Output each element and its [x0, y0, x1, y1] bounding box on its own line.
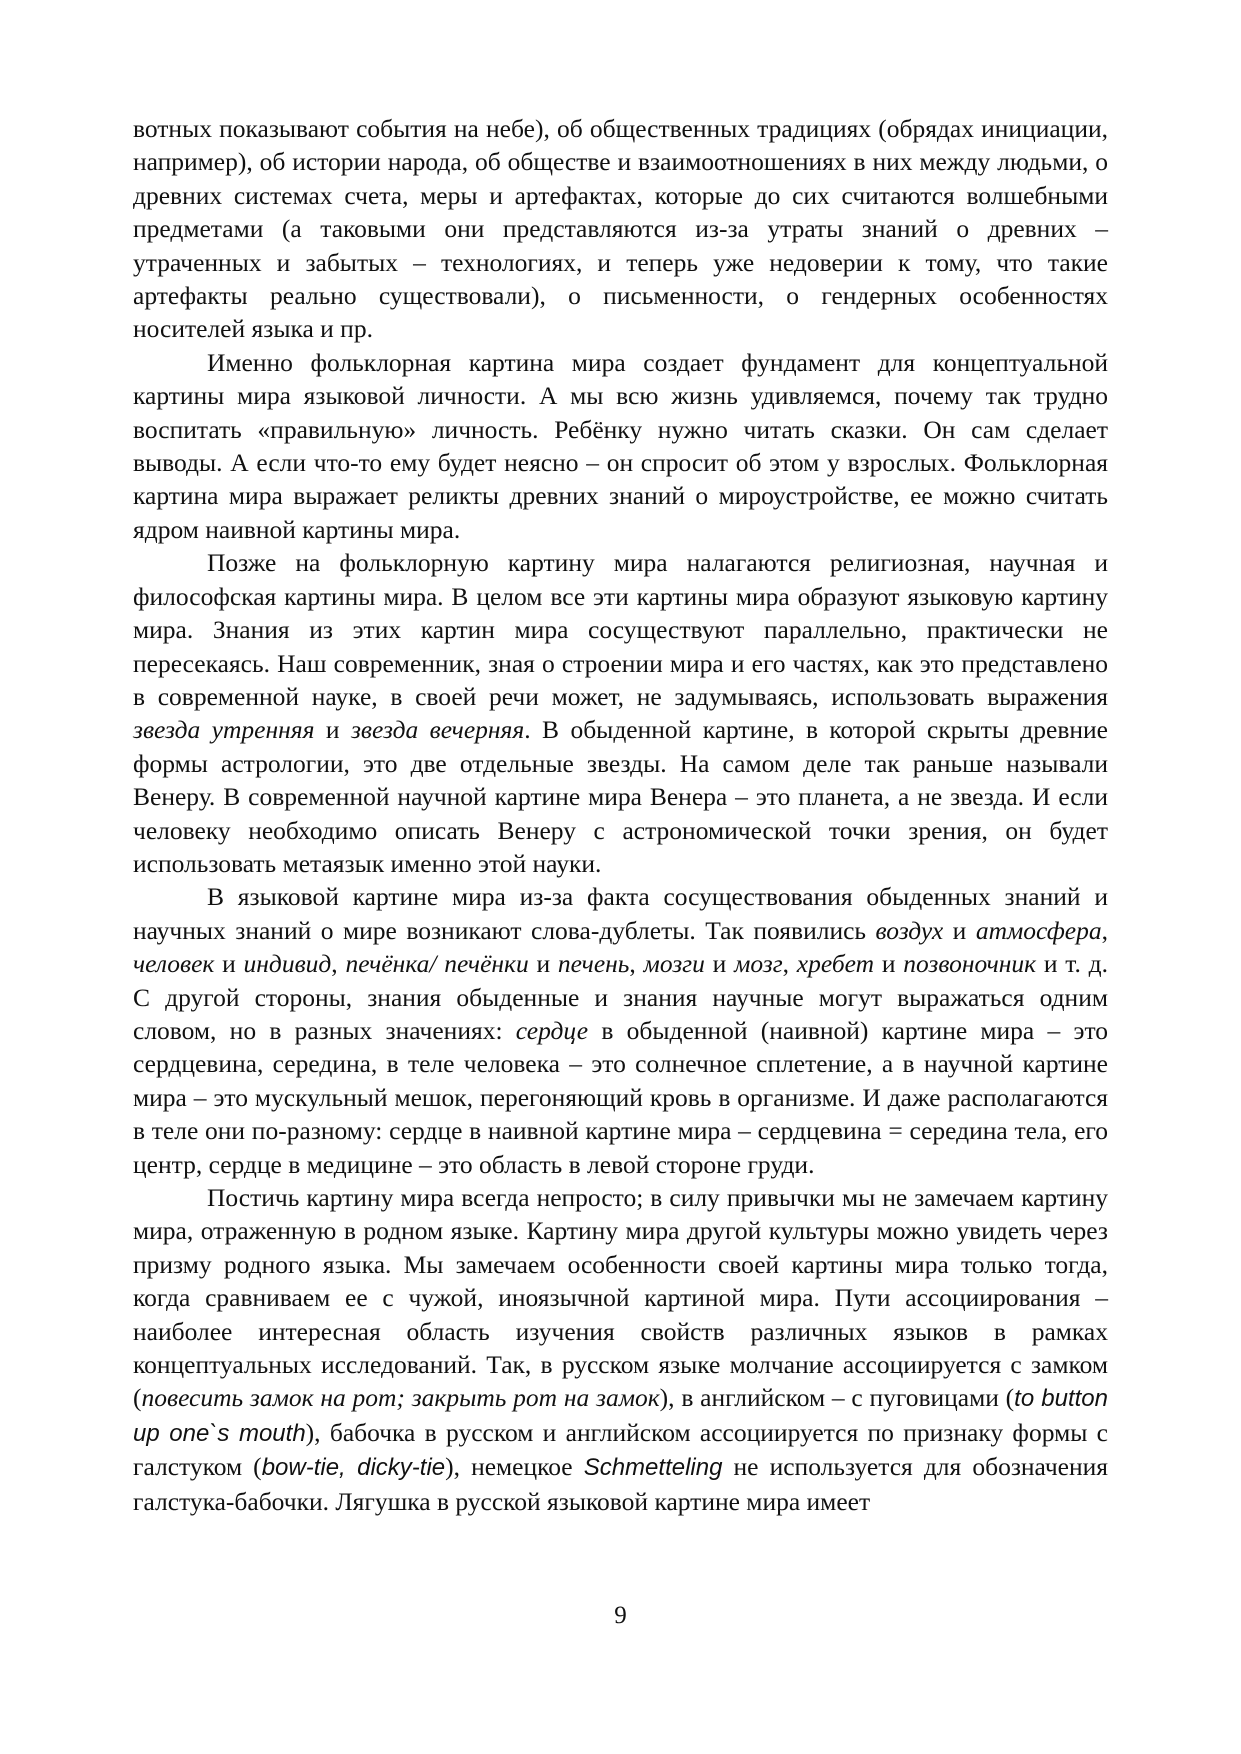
italic-term: мозги — [643, 949, 705, 979]
paragraph-1 — [133, 112, 1108, 346]
text-run: , — [331, 949, 346, 979]
italic-term: печень — [557, 949, 630, 979]
text-run: ), в английском – с пуговицами ( — [659, 1383, 1015, 1413]
italic-term: человек — [133, 949, 215, 979]
italic-term: звезда вечерняя — [350, 715, 525, 745]
text-run: вотных показывают события на небе), об общественных традициях (обрядах инициации, например), об истории народа, об обществе и взаимоотношениях в них между людьми, о древних системах счета, меры и артефактах, которые до сих считаются волшебными предметами (а таковыми они представляются из-за утраты знаний о древних – утраченных и забытых – технологиях, и теперь уже недоверии к тому, что такие артефакты реально существовали), о письменности, о гендерных особенностях носителей языка и пр. — [133, 114, 1108, 344]
text-run: и — [704, 949, 735, 979]
italic-term: хребет — [796, 949, 875, 979]
italic-term: bow-tie, dicky-tie — [261, 1454, 446, 1482]
text-run: и т. д. С другой стороны, знания обыденные и знания научные могут выражаться одним словом, но в разных значениях: — [133, 949, 1108, 1045]
italic-term: атмосфера — [975, 915, 1102, 945]
italic-term: печёнка/ печёнки — [345, 949, 529, 979]
italic-term: позвоночник — [903, 949, 1037, 979]
text-run: , — [1101, 915, 1108, 945]
text-run: Именно фольклорная картина мира создает фундамент для концептуальной картины мира языковой личности. А мы всю жизнь удивляемся, почему так трудно воспитать «правильную» личность. Ребёнку нужно читать сказки. Он сам сделает выводы. А если что-то ему будет неясно – он спросит об этом у взрослых. Фольклорная картина мира выражает реликты древних знаний о мироустройстве, ее можно считать ядром наивной картины мира. — [133, 347, 1108, 544]
text-run: ), немецкое — [445, 1452, 584, 1482]
italic-term: сердце — [515, 1015, 589, 1045]
italic-term: мозг — [734, 949, 783, 979]
paragraph-4 — [133, 880, 1108, 1181]
text-run: . В обыденной картине, в которой скрыты древние формы астрологии, это две отдельные звезды. На самом деле так раньше называли Венеру. В современной научной картине мира Венера – это планета, а не звезда. И если человеку необходимо описать Венеру с астрономической точки зрения, он будет использовать метаязык именно этой науки. — [133, 715, 1108, 878]
text-run: не используется для обозначения галстука-бабочки. Лягушка в русской языковой картине мира имеет — [133, 1452, 1108, 1516]
text-run: , — [782, 949, 797, 979]
italic-term: Schmetteling — [583, 1454, 723, 1482]
italic-term: повесить замок на рот; закрыть рот на замок — [141, 1383, 660, 1413]
text-run: Постичь картину мира всегда непросто; в силу привычки мы не замечаем картину мира, отраженную в родном языке. Картину мира другой культуры можно увидеть через призму родного языка. Мы замечаем особенности своей картины мира только тогда, когда сравниваем ее с чужой, иноязычной картиной мира. Пути ассоциирования – наиболее интересная область изучения свойств различных языков в рамках концептуальных исследований. Так, в русском языке молчание ассоциируется с замком ( — [133, 1183, 1108, 1413]
text-run: , — [629, 949, 644, 979]
page-body — [133, 112, 1108, 1518]
paragraph-3 — [133, 546, 1108, 880]
italic-term: to button up one`s mouth — [133, 1385, 1108, 1447]
text-run: В языковой картине мира из-за факта сосуществования обыденных знаний и научных знаний о мире возникают слова-дублеты. Так появились — [133, 882, 1108, 945]
text-run: и — [214, 949, 244, 979]
page-number: 9 — [614, 1602, 627, 1629]
italic-term: воздух — [875, 915, 944, 945]
text-run: в обыденной (наивной) картине мира – это сердцевина, середина, в теле человека – это солнечное сплетение, а в научной картине мира – это мускульный мешок, перегоняющий кровь в организме. И даже располагаются в теле они по-разному: сердце в наивной картине мира – сердцевина = середина тела, его центр, сердце в медицине – это область в левой стороне груди. — [133, 1015, 1108, 1179]
text-run: и — [874, 949, 904, 979]
paragraph-2 — [133, 346, 1108, 546]
text-run: Позже на фольклорную картину мира налагаются религиозная, научная и философская картины мира. В целом все эти картины мира образуют языковую картину мира. Знания из этих картин мира сосуществуют параллельно, практически не пересекаясь. Наш современник, зная о строении мира и его частях, как это представлено в современной науке, в своей речи может, не задумываясь, использовать выражения — [133, 548, 1108, 711]
text-run: и — [528, 949, 558, 979]
text-run: и — [314, 715, 351, 745]
text-run: и — [943, 915, 976, 945]
paragraph-5 — [133, 1181, 1108, 1518]
text-run: ), бабочка в русском и английском ассоциируется по признаку формы с галстуком ( — [133, 1417, 1108, 1482]
italic-term: индивид — [243, 949, 332, 979]
italic-term: звезда утренняя — [133, 715, 315, 745]
